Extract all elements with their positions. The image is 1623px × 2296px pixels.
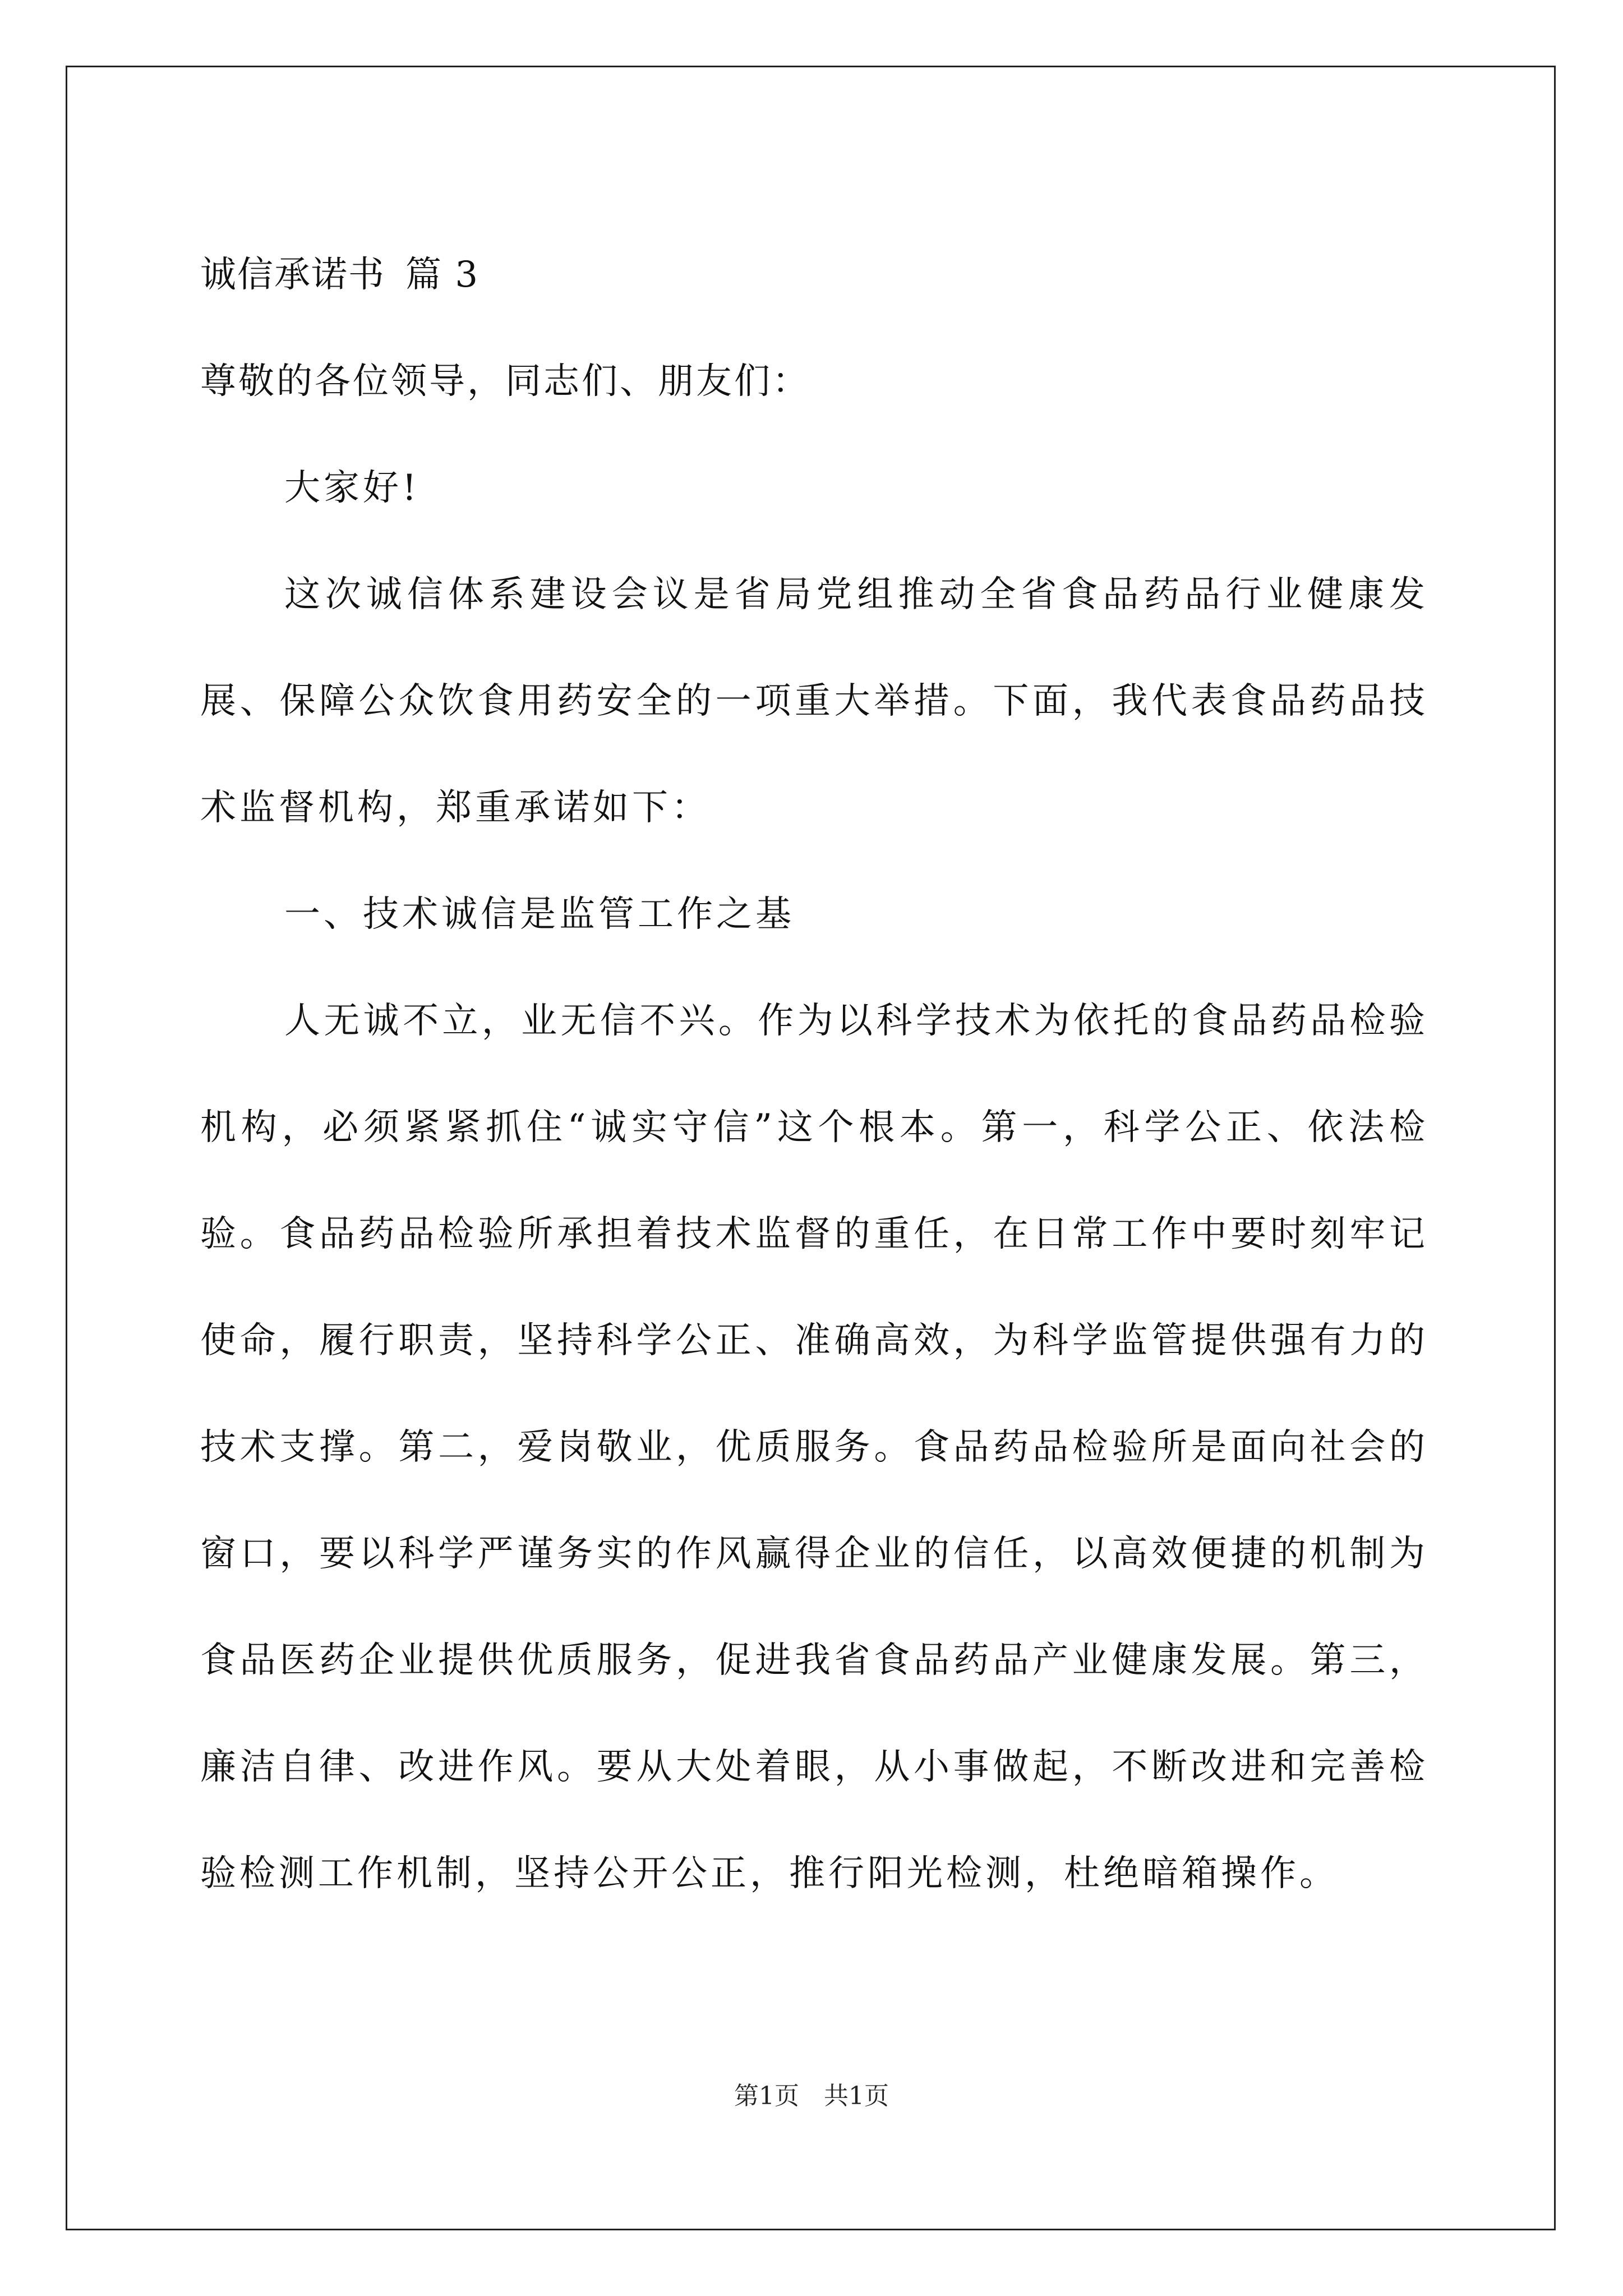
section-heading: 一、技术诚信是监管工作之基 bbox=[284, 894, 795, 935]
greeting-paragraph: 大家好! bbox=[284, 467, 420, 509]
title-part: 篇 3 bbox=[405, 254, 479, 296]
body-paragraph: 人无诚不立，业无信不兴。作为以科学技术为依托的食品药品检验机构，必须紧紧抓住“诚实守信”这个根本。第一，科学公正、依法检验。食品药品检验所承担着技术监督的重任，在日常工作中要时刻牢记使命，履行职责，坚持科学公正、准确高效，为科学监管提供强有力的技术支撑。第二，爱岗敬业，优质服务。食品药品检验所是面向社会的窗口，要以科学严谨务实的作风赢得企业的信任，以高效便捷的机制为食品医药企业提供优质服务，促进我省食品药品产业健康发展。第三，廉洁自律、改进作风。要从大处着眼，从小事做起，不断改进和完善检验检测工作机制，坚持公开公正，推行阳光检测，杜绝暗箱操作。 bbox=[200, 1000, 1428, 1894]
salutation: 尊敬的各位领导，同志们、朋友们： bbox=[200, 361, 810, 402]
document-body bbox=[200, 222, 1428, 1927]
intro-paragraph: 这次诚信体系建设会议是省局党组推动全省食品药品行业健康发展、保障公众饮食用药安全的一项重大举措。下面，我代表食品药品技术监督机构，郑重承诺如下： bbox=[200, 574, 1428, 829]
title-text: 诚信承诺书 bbox=[200, 254, 385, 296]
page-footer: 第1页 共1页 bbox=[734, 2082, 889, 2110]
document-title bbox=[200, 222, 1428, 328]
